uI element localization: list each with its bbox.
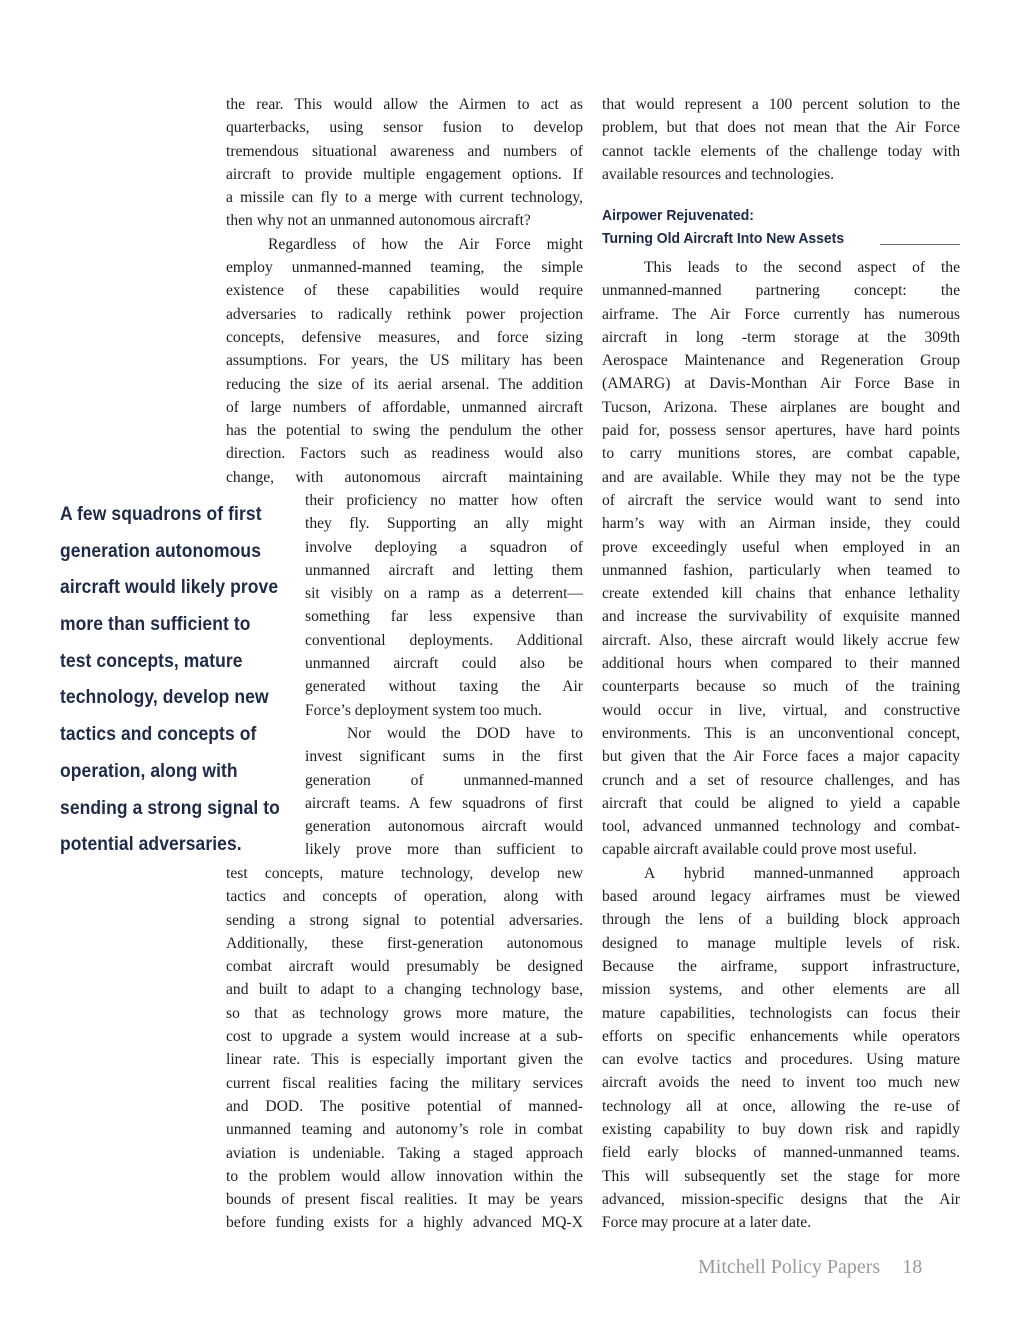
pull-quote-line: potential adversaries.: [60, 834, 242, 856]
text-line: create extended kill chains that enhance lethality: [602, 585, 960, 603]
text-line: tool, advanced unmanned technology and combat-: [602, 818, 960, 836]
text-line: field early blocks of manned-unmanned teams.: [602, 1144, 960, 1162]
text-line: direction. Factors such as readiness would also: [226, 445, 583, 463]
text-line: Because the airframe, support infrastructure,: [602, 957, 960, 975]
text-line: efforts on specific enhancements while operators: [602, 1027, 960, 1045]
text-line: Aerospace Maintenance and Regeneration Group: [602, 352, 960, 370]
text-line: employ unmanned-manned teaming, the simple: [226, 259, 583, 277]
text-line: unmanned aircraft could also be: [305, 655, 583, 673]
pull-quote-line: technology, develop new: [60, 687, 269, 709]
text-line: generation of unmanned-manned: [305, 771, 583, 789]
text-line: capable aircraft available could prove most useful.: [602, 841, 917, 859]
pull-quote-line: operation, along with: [60, 760, 238, 782]
text-line: then why not an unmanned autonomous aircraft?: [226, 212, 531, 230]
text-line: aircraft that could be aligned to yield a capable: [602, 794, 960, 812]
pull-quote-line: test concepts, mature: [60, 650, 243, 672]
text-line: before funding exists for a highly advanced MQ-X: [226, 1214, 583, 1232]
text-line: This will subsequently set the stage for more: [602, 1167, 960, 1185]
text-line: This leads to the second aspect of the: [644, 259, 960, 276]
text-line: so that as technology grows more mature, the: [226, 1004, 583, 1022]
text-line: mission systems, and other elements are all: [602, 981, 960, 999]
text-line: counterparts because so much of the training: [602, 678, 960, 696]
text-line: problem, but that does not mean that the Air Force: [602, 119, 960, 137]
text-line: aircraft in long -term storage at the 309th: [602, 328, 960, 346]
text-line: of large numbers of affordable, unmanned aircraft: [226, 398, 583, 416]
text-line: existing capability to buy down risk and rapidly: [602, 1120, 960, 1138]
text-line: available resources and technologies.: [602, 165, 835, 183]
text-line: aviation is undeniable. Taking a staged approach: [226, 1144, 583, 1162]
text-line: generation autonomous aircraft would: [305, 818, 583, 836]
text-line: concepts, defensive measures, and force sizing: [226, 328, 583, 346]
text-line: aircraft teams. A few squadrons of first: [305, 794, 583, 812]
text-line: they fly. Supporting an ally might: [305, 515, 583, 533]
text-line: mature capabilities, technologists can focus their: [602, 1004, 960, 1022]
text-line: generated without taxing the Air: [305, 678, 583, 696]
text-line: aircraft to provide multiple engagement options. If: [226, 165, 583, 183]
text-line: unmanned fashion, particularly when teamed to: [602, 561, 960, 579]
text-line: of aircraft the service would want to send into: [602, 491, 960, 509]
text-line: assumptions. For years, the US military has been: [226, 352, 583, 370]
text-line: Force may procure at a later date.: [602, 1214, 812, 1232]
text-line: advanced, mission-specific designs that the Air: [602, 1190, 960, 1208]
text-line: has the potential to swing the pendulum the other: [226, 422, 583, 440]
text-line: through the lens of a building block approach: [602, 911, 960, 929]
text-line: test concepts, mature technology, develop new: [226, 865, 583, 882]
text-line: based around legacy airframes must be viewed: [602, 888, 960, 906]
pull-quote-line: aircraft would likely prove: [60, 577, 279, 599]
text-line: prove exceedingly useful when employed in an: [602, 538, 960, 556]
text-line: a missile can fly to a merge with current technology,: [226, 189, 583, 207]
text-line: change, with autonomous aircraft maintaining: [226, 468, 583, 486]
text-line: likely prove more than sufficient to: [305, 841, 583, 859]
text-line: the rear. This would allow the Airmen to act as: [226, 96, 583, 113]
section-heading-line-2: Turning Old Aircraft Into New Assets: [602, 230, 845, 247]
text-line: crunch and a set of resource challenges, and has: [602, 771, 960, 789]
text-line: and increase the survivability of exquisite manned: [602, 608, 960, 626]
text-line: linear rate. This is especially important given the: [226, 1051, 583, 1069]
text-line: sending a strong signal to potential adversaries.: [226, 911, 583, 929]
text-line: unmanned aircraft and letting them: [305, 561, 583, 579]
text-line: invest significant sums in the first: [305, 748, 583, 766]
text-line: unmanned teaming and autonomy’s role in combat: [226, 1121, 583, 1139]
text-line: unmanned-manned partnering concept: the: [602, 282, 960, 300]
text-line: something far less expensive than: [305, 608, 583, 626]
text-line: sit visibly on a ramp as a deterrent—: [305, 585, 583, 603]
pull-quote-line: A few squadrons of first: [60, 504, 262, 525]
text-line: can evolve tactics and procedures. Using mature: [602, 1051, 960, 1069]
text-line: and DOD. The positive potential of manned-: [226, 1097, 583, 1115]
text-line: quarterbacks, using sensor fusion to develop: [226, 119, 583, 137]
pull-quote: [60, 500, 300, 867]
text-line: reducing the size of its aerial arsenal. The addition: [226, 375, 583, 393]
text-line: cost to upgrade a system would increase at a sub-: [226, 1028, 583, 1046]
text-line: aircraft. Also, these aircraft would likely accrue few: [602, 631, 960, 649]
left-column-top: [226, 93, 583, 489]
text-line: tremendous situational awareness and numbers of: [226, 142, 583, 160]
text-line: aircraft avoids the need to invent too much new: [602, 1074, 960, 1092]
pull-quote-line: generation autonomous: [60, 540, 262, 562]
text-line: to carry munitions stores, are combat capable,: [602, 445, 960, 463]
left-column-bottom: [226, 862, 583, 1235]
text-line: existence of these capabilities would require: [226, 282, 583, 300]
text-line: tactics and concepts of operation, along with: [226, 888, 583, 906]
pull-quote-line: sending a strong signal to: [60, 797, 280, 819]
text-line: and built to adapt to a changing technology base,: [226, 981, 583, 999]
text-line: Force’s deployment system too much.: [305, 701, 542, 719]
text-line: Tucson, Arizona. These airplanes are bought and: [602, 398, 960, 416]
section-heading-line-1: Airpower Rejuvenated:: [602, 207, 754, 224]
text-line: technology all at once, allowing the re-use of: [602, 1097, 960, 1115]
heading-rule-divider: [880, 244, 960, 245]
text-line: additional hours when compared to their manned: [602, 655, 960, 673]
text-line: would occur in live, virtual, and constructive: [602, 701, 960, 719]
text-line: their proficiency no matter how often: [305, 492, 583, 509]
left-column-narrow: [305, 489, 583, 862]
page-number: 18: [902, 1256, 923, 1278]
text-line: cannot tackle elements of the challenge today with: [602, 142, 960, 160]
text-line: that would represent a 100 percent solution to the: [602, 96, 960, 113]
right-column-top: [602, 93, 960, 186]
text-line: to the problem would allow innovation within the: [226, 1167, 583, 1185]
pull-quote-line: tactics and concepts of: [60, 724, 257, 746]
text-line: Nor would the DOD have to: [347, 724, 583, 742]
text-line: and are available. While they may not be the type: [602, 468, 960, 486]
text-line: combat aircraft would presumably be designed: [226, 958, 583, 976]
text-line: (AMARG) at Davis-Monthan Air Force Base in: [602, 375, 960, 393]
text-line: designed to manage multiple levels of risk.: [602, 934, 960, 952]
text-line: Regardless of how the Air Force might: [268, 235, 583, 253]
text-line: involve deploying a squadron of: [305, 538, 583, 556]
text-line: environments. This is an unconventional concept,: [602, 724, 960, 742]
right-column-body: [602, 256, 960, 1234]
text-line: adversaries to radically rethink power projection: [226, 305, 583, 323]
text-line: bounds of present fiscal realities. It may be years: [226, 1191, 583, 1209]
text-line: but given that the Air Force faces a major capacity: [602, 748, 960, 766]
page-footer: [698, 1256, 922, 1279]
text-line: paid for, possess sensor apertures, have hard points: [602, 422, 960, 440]
text-line: A hybrid manned-unmanned approach: [644, 864, 960, 882]
text-line: harm’s way with an Airman inside, they could: [602, 515, 960, 533]
text-line: airframe. The Air Force currently has numerous: [602, 305, 960, 323]
text-line: conventional deployments. Additional: [305, 631, 583, 649]
pull-quote-line: more than sufficient to: [60, 614, 251, 636]
text-line: current fiscal realities facing the military services: [226, 1074, 583, 1092]
text-line: Additionally, these first-generation autonomous: [226, 934, 583, 952]
publication-name: Mitchell Policy Papers: [698, 1256, 881, 1278]
